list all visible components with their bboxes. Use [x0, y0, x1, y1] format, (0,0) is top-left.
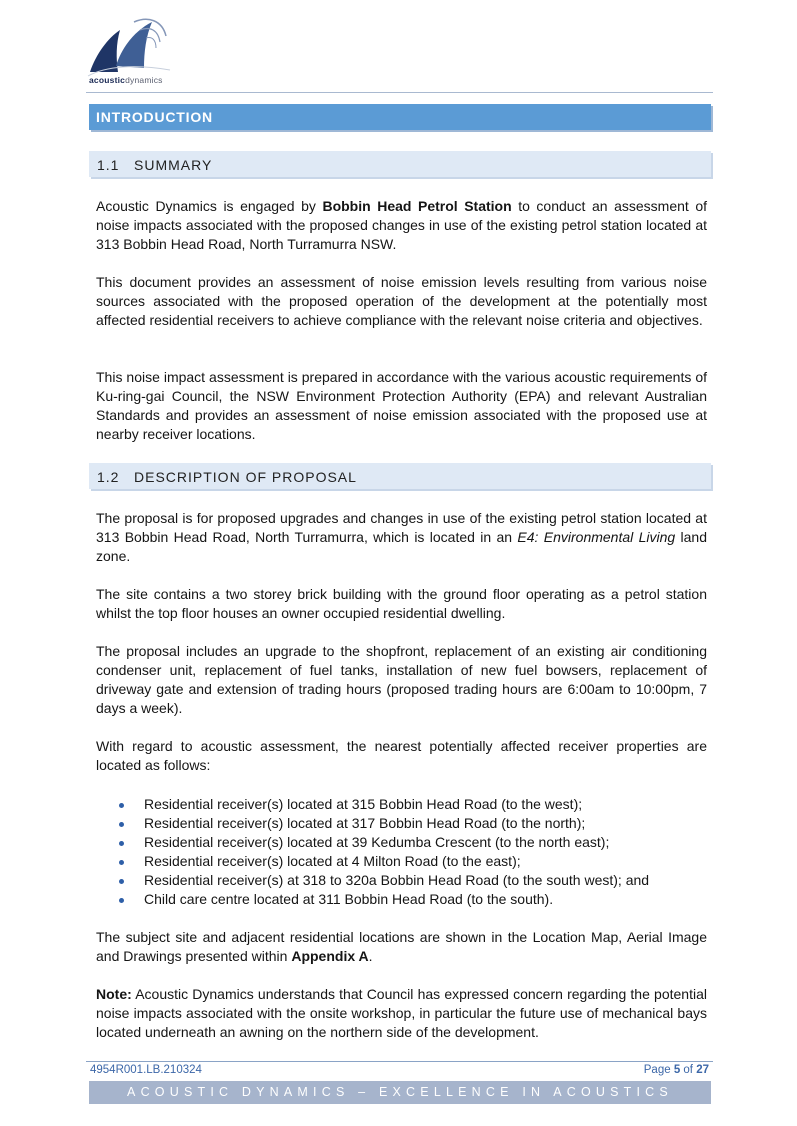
list-item: Residential receiver(s) located at 39 Kedumba Crescent (to the north east); [96, 833, 707, 852]
logo-wordmark: acousticdynamics [89, 75, 163, 85]
footer-tagline-band [89, 1081, 711, 1104]
proposal-paragraph-5: The subject site and adjacent residential locations are shown in the Location Map, Aerial Image and Drawings presented within Appendix A. [96, 929, 707, 964]
list-item: Residential receiver(s) at 318 to 320a Bobbin Head Road (to the south west); and [96, 871, 707, 890]
footer-tagline: ACOUSTIC DYNAMICS – EXCELLENCE IN ACOUSTICS [127, 1085, 673, 1099]
document-reference: 4954R001.LB.210324 [90, 1064, 202, 1076]
list-item: Residential receiver(s) located at 315 Bobbin Head Road (to the west); [96, 795, 707, 814]
list-item: Residential receiver(s) located at 317 Bobbin Head Road (to the north); [96, 814, 707, 833]
section-title: SUMMARY [134, 157, 213, 173]
page-number: Page 5 of 27 [643, 1064, 709, 1076]
section-title: DESCRIPTION OF PROPOSAL [134, 469, 357, 485]
proposal-paragraph-2: The site contains a two storey brick building with the ground floor operating as a petrol station whilst the top floor houses an owner occupied residential dwelling. [96, 586, 707, 621]
section-number: 1.2 [97, 469, 120, 485]
list-item: Residential receiver(s) located at 4 Milton Road (to the east); [96, 852, 707, 871]
footer-divider [86, 1061, 713, 1062]
note-paragraph: Note: Acoustic Dynamics understands that Council has expressed concern regarding the potential noise impacts associated with the onsite workshop, in particular the future use of mechanical bays located underneath an awning on the northern side of the development. [96, 986, 707, 1040]
list-item: Child care centre located at 311 Bobbin Head Road (to the south). [96, 890, 707, 909]
header-divider [86, 92, 713, 93]
receiver-list [96, 795, 707, 909]
proposal-paragraph-1: The proposal is for proposed upgrades and changes in use of the existing petrol station located at 313 Bobbin Head Road, North Turramurra, which is located in an E4: Environmental Living land zone. [96, 510, 707, 564]
proposal-paragraph-3: The proposal includes an upgrade to the shopfront, replacement of an existing air conditioning condenser unit, replacement of fuel tanks, installation of new fuel bowsers, replacement of driveway gate and extension of trading hours (proposed trading hours are 6:00am to 10:00pm, 7 days a week). [96, 643, 707, 716]
introduction-heading: INTRODUCTION [96, 109, 213, 125]
summary-paragraph-2: This document provides an assessment of noise emission levels resulting from various noise sources associated with the proposed operation of the development at the potentially most affected residential receivers to achieve compliance with the relevant noise criteria and objectives. [96, 274, 707, 328]
section-1-2-heading-bar [89, 463, 711, 489]
summary-paragraph-1: Acoustic Dynamics is engaged by Bobbin Head Petrol Station to conduct an assessment of noise impacts associated with the proposed changes in use of the existing petrol station located at 313 Bobbin Head Road, North Turramurra NSW. [96, 198, 708, 252]
proposal-paragraph-4: With regard to acoustic assessment, the nearest potentially affected receiver properties are located as follows: [96, 738, 707, 773]
introduction-heading-bar [89, 104, 711, 130]
section-number: 1.1 [97, 157, 120, 173]
summary-paragraph-3: This noise impact assessment is prepared in accordance with the various acoustic requirements of Ku-ring-gai Council, the NSW Environment Protection Authority (EPA) and relevant Australian Standards and provides an assessment of noise emission associated with the proposed use at nearby receiver locations. [96, 369, 707, 442]
section-1-1-heading-bar [89, 151, 711, 177]
